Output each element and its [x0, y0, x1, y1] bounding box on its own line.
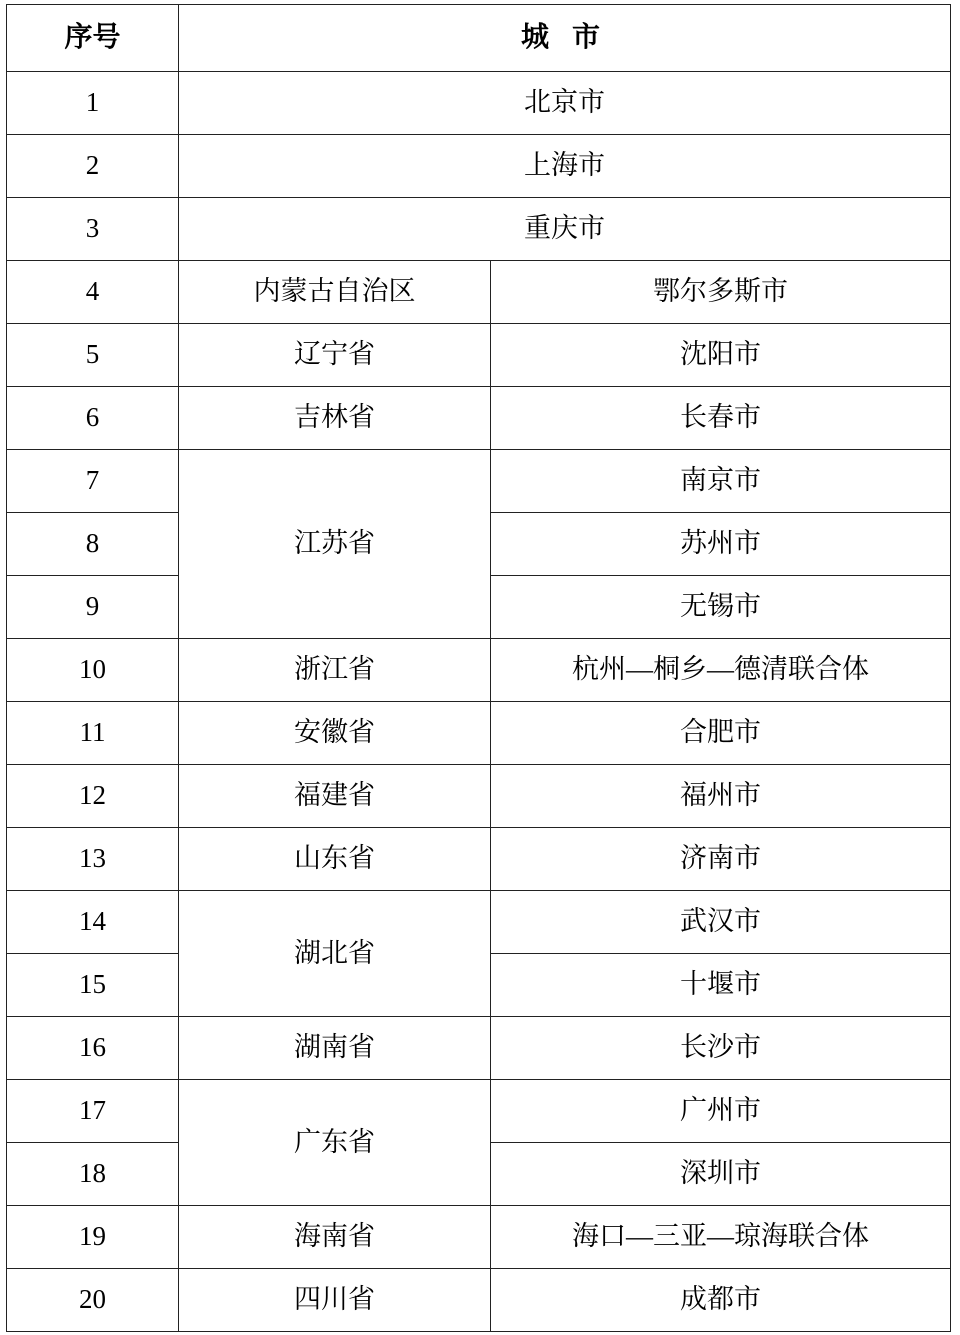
city-list-table — [6, 4, 951, 1332]
cell-city: 深圳市 — [491, 1143, 951, 1206]
cell-index: 17 — [7, 1080, 179, 1143]
cell-index: 12 — [7, 765, 179, 828]
cell-province: 湖南省 — [179, 1017, 491, 1080]
cell-city: 沈阳市 — [491, 324, 951, 387]
cell-index: 1 — [7, 72, 179, 135]
cell-province: 广东省 — [179, 1080, 491, 1206]
cell-index: 13 — [7, 828, 179, 891]
table-row — [7, 765, 951, 828]
cell-province: 江苏省 — [179, 450, 491, 639]
cell-city: 福州市 — [491, 765, 951, 828]
cell-province: 吉林省 — [179, 387, 491, 450]
cell-city: 武汉市 — [491, 891, 951, 954]
cell-province: 浙江省 — [179, 639, 491, 702]
table-row — [7, 1206, 951, 1269]
cell-city: 海口—三亚—琼海联合体 — [491, 1206, 951, 1269]
cell-index: 14 — [7, 891, 179, 954]
cell-city: 成都市 — [491, 1269, 951, 1332]
table-row — [7, 72, 951, 135]
table-row — [7, 1269, 951, 1332]
cell-city: 长春市 — [491, 387, 951, 450]
table-header-row — [7, 5, 951, 72]
table-row — [7, 702, 951, 765]
cell-index: 11 — [7, 702, 179, 765]
table-row — [7, 198, 951, 261]
cell-city: 合肥市 — [491, 702, 951, 765]
cell-index: 19 — [7, 1206, 179, 1269]
cell-index: 8 — [7, 513, 179, 576]
table-row — [7, 261, 951, 324]
table-header — [7, 5, 951, 72]
cell-index: 20 — [7, 1269, 179, 1332]
cell-city: 济南市 — [491, 828, 951, 891]
cell-city: 鄂尔多斯市 — [491, 261, 951, 324]
table-row — [7, 1017, 951, 1080]
table-row — [7, 387, 951, 450]
table-row — [7, 450, 951, 513]
cell-province: 湖北省 — [179, 891, 491, 1017]
cell-index: 15 — [7, 954, 179, 1017]
cell-city: 十堰市 — [491, 954, 951, 1017]
table-row — [7, 891, 951, 954]
cell-province: 内蒙古自治区 — [179, 261, 491, 324]
cell-province: 四川省 — [179, 1269, 491, 1332]
cell-index: 10 — [7, 639, 179, 702]
cell-city: 南京市 — [491, 450, 951, 513]
cell-index: 16 — [7, 1017, 179, 1080]
cell-city: 无锡市 — [491, 576, 951, 639]
cell-province: 福建省 — [179, 765, 491, 828]
cell-city: 北京市 — [179, 72, 951, 135]
table-row — [7, 135, 951, 198]
table-row — [7, 324, 951, 387]
cell-index: 18 — [7, 1143, 179, 1206]
cell-city: 苏州市 — [491, 513, 951, 576]
column-header-city: 城 市 — [179, 5, 951, 72]
cell-city: 广州市 — [491, 1080, 951, 1143]
cell-index: 5 — [7, 324, 179, 387]
cell-index: 7 — [7, 450, 179, 513]
table-row — [7, 639, 951, 702]
cell-city: 重庆市 — [179, 198, 951, 261]
column-header-index: 序号 — [7, 5, 179, 72]
cell-province: 辽宁省 — [179, 324, 491, 387]
table-body — [7, 72, 951, 1332]
cell-city: 长沙市 — [491, 1017, 951, 1080]
cell-province: 安徽省 — [179, 702, 491, 765]
cell-city: 上海市 — [179, 135, 951, 198]
table-row — [7, 828, 951, 891]
cell-province: 海南省 — [179, 1206, 491, 1269]
cell-index: 6 — [7, 387, 179, 450]
cell-index: 4 — [7, 261, 179, 324]
table-row — [7, 1080, 951, 1143]
cell-index: 3 — [7, 198, 179, 261]
cell-index: 2 — [7, 135, 179, 198]
document-page — [0, 4, 960, 1335]
cell-city: 杭州—桐乡—德清联合体 — [491, 639, 951, 702]
cell-index: 9 — [7, 576, 179, 639]
cell-province: 山东省 — [179, 828, 491, 891]
